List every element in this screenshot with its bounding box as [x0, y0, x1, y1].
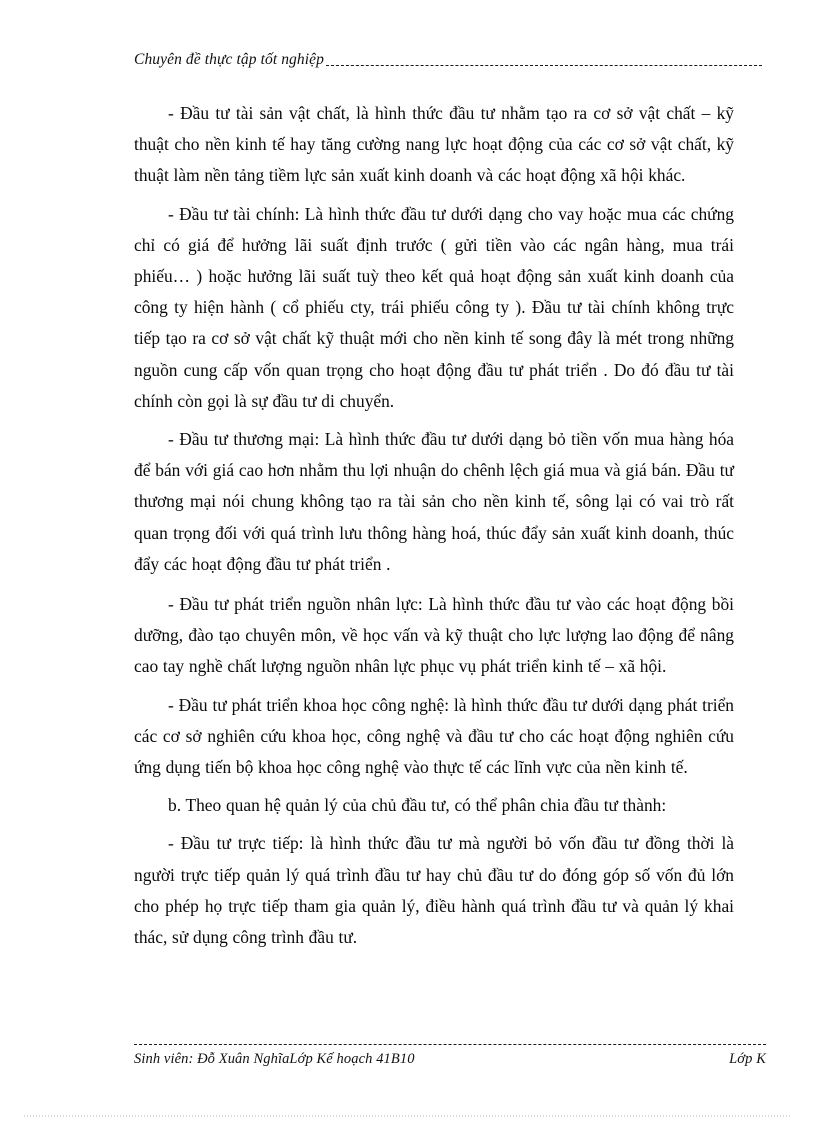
footer-class-label: Lớp K	[729, 1051, 766, 1067]
paragraph-spacer	[134, 821, 734, 828]
paragraph-spacer	[134, 683, 734, 690]
paragraph-khoa-hoc-cong-nghe: - Đầu tư phát triển khoa học công nghệ: là hình thức đầu tư dưới dạng phát triển các cơ sở nghiên cứu khoa học, công nghệ và đầu tư cho các hoạt động nghiên cứu ứng dụng tiến bộ khoa học công nghệ vào thực tế các lĩnh vực của nền kinh tế.	[134, 694, 734, 778]
header-dashed-rule	[326, 65, 762, 66]
paragraph-spacer	[134, 417, 734, 424]
paragraph-spacer	[134, 192, 734, 199]
paragraph-spacer	[134, 783, 734, 790]
heading-section-b: b. Theo quan hệ quản lý của chủ đầu tư, có thể phân chia đầu tư thành:	[168, 795, 667, 816]
paragraph-thuong-mai: - Đầu tư thương mại: Là hình thức đầu tư dưới dạng bỏ tiền vốn mua hàng hóa để bán với giá cao hơn nhằm thu lợi nhuận do chênh lệch giá mua và giá bán. Đầu tư thương mại nói chung không tạo ra tài sản cho nền kinh tế, sông lại có vai trò rất quan trọng đối với quá trình lưu thông hàng hoá, thúc đẩy sản xuất kinh doanh, thúc đẩy các hoạt động đầu tư phát triển .	[134, 429, 734, 574]
page-footer	[134, 1044, 766, 1069]
footer-row	[134, 1050, 766, 1069]
paragraph-spacer	[134, 580, 734, 589]
header-title: Chuyên đề thực tập tốt nghiệp	[134, 51, 324, 68]
paragraph-tai-chinh: - Đầu tư tài chính: Là hình thức đầu tư dưới dạng cho vay hoặc mua các chứng chỉ có giá để hưởng lãi suất định trước ( gửi tiền vào các ngân hàng, mua trái phiếu… ) hoặc hưởng lãi suất tuỳ theo kết quả hoạt động sản xuất kinh doanh của công ty hiện hành ( cổ phiếu cty, trái phiếu công ty ). Đầu tư tài chính không trực tiếp tạo ra cơ sở vật chất kỹ thuật mới cho nền kinh tế song đây là mét trong những nguồn cung cấp vốn quan trọng cho hoạt động đầu tư phát triển . Do đó đầu tư tài chính còn gọi là sự đầu tư di chuyển.	[134, 203, 734, 411]
footer-dashed-rule	[134, 1044, 766, 1045]
footer-student-info: Sinh viên: Đỗ Xuân NghĩaLớp Kế hoạch 41B10	[134, 1051, 415, 1067]
paragraph-vat-chat: - Đầu tư tài sản vật chất, là hình thức đầu tư nhằm tạo ra cơ sở vật chất – kỹ thuật cho nền kinh tế hay tăng cường nang lực hoạt động của các cơ sở vật chất, kỹ thuật làm nền tảng tiềm lực sản xuất kinh doanh và các hoạt động xã hội khác.	[134, 103, 734, 186]
page-header	[134, 44, 762, 70]
scan-edge-artifact	[24, 1115, 792, 1117]
paragraph-nguon-nhan-luc: - Đầu tư phát triển nguồn nhân lực: Là hình thức đầu tư vào các hoạt động bồi dưỡng, đào tạo chuyên môn, về học vấn và kỹ thuật cho lực lượng lao động để nâng cao tay nghề chất lượng nguồn nhân lực phục vụ phát triển kinh tế – xã hội.	[134, 594, 734, 677]
document-body	[134, 98, 734, 953]
paragraph-dau-tu-truc-tiep: - Đầu tư trực tiếp: là hình thức đầu tư mà người bỏ vốn đầu tư đồng thời là người trực tiếp quản lý quá trình đầu tư hay chủ đầu tư do đóng góp số vốn đủ lớn cho phép họ trực tiếp tham gia quản lý, điều hành quá trình đầu tư và quản lý khai thác, sử dụng công trình đầu tư.	[134, 833, 734, 948]
